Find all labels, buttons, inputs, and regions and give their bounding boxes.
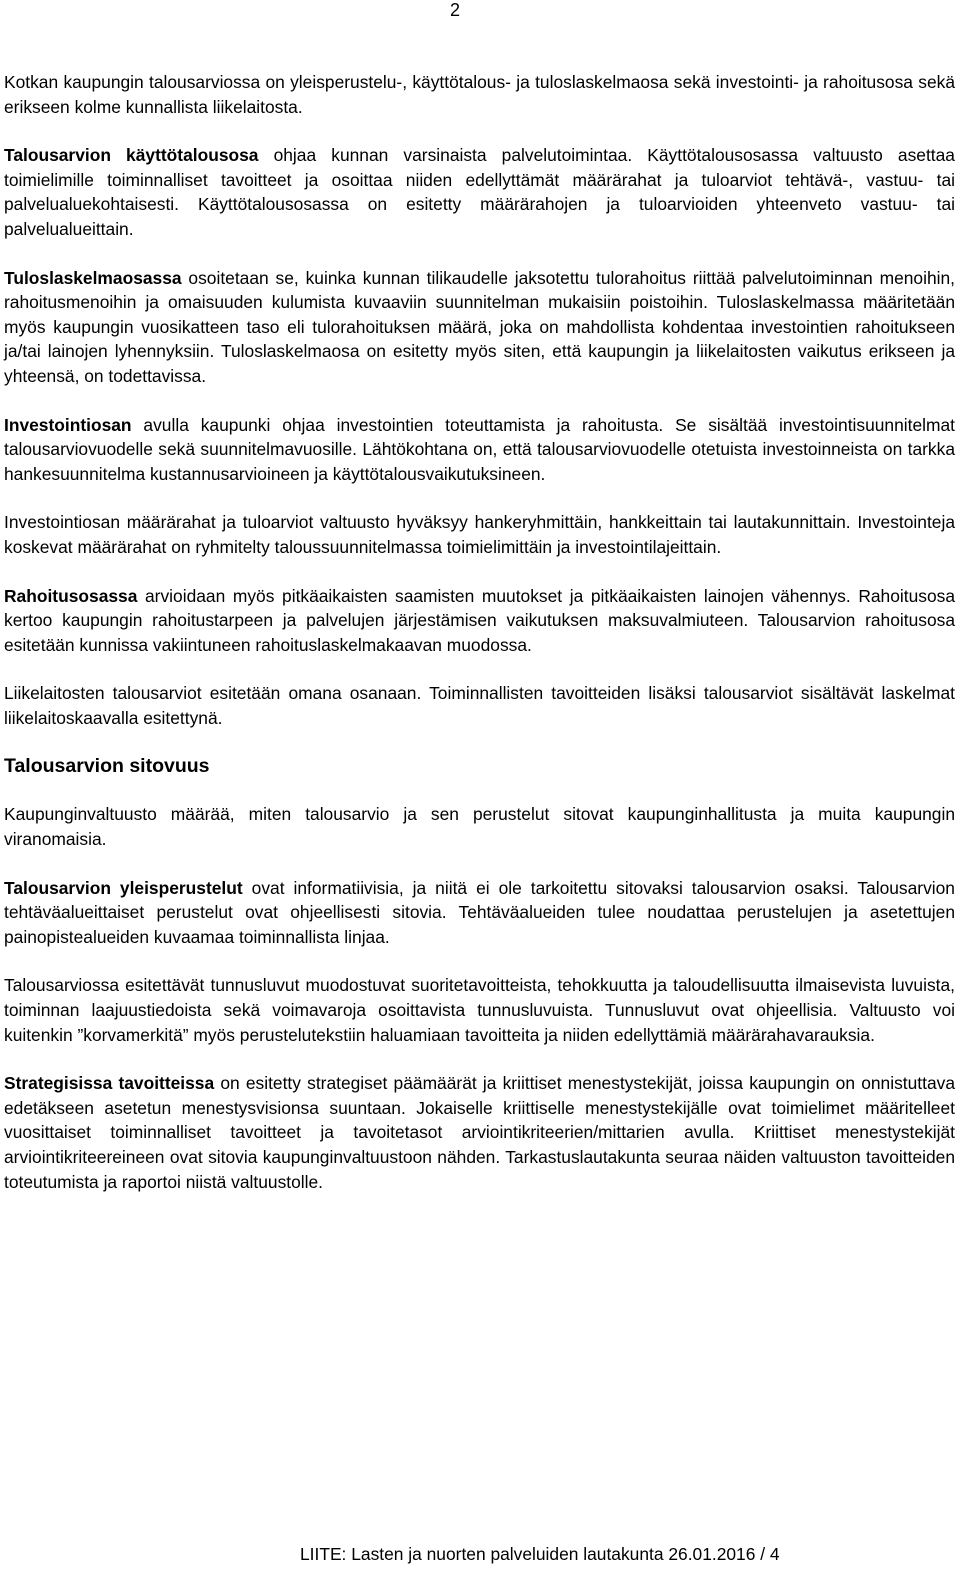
paragraph-lead: Talousarvion yleisperustelut (4, 877, 243, 898)
paragraph-lead: Strategisissa tavoitteissa (4, 1073, 215, 1094)
paragraph-text: arvioidaan myös pitkäaikaisten saamisten muutokset ja pitkäaikaisten lainojen vähennys. Rahoitusosa kertoo kaupungin rahoitustarpeen ja palvelujen järjestämisen vaikutuksen maksuvalmiuteen. Talousarvion rahoitusosa esitetään kunnissa vakiintuneen rahoituslaskelmakaavan muodossa. (4, 585, 955, 655)
paragraph-text: Kotkan kaupungin talousarviossa on yleisperustelu-, käyttötalous- ja tuloslaskelmaosa sekä investointi- ja rahoitusosa sekä erikseen kolme kunnallista liikelaitosta. (4, 72, 955, 117)
paragraph-text: osoitetaan se, kuinka kunnan tilikaudelle jaksotettu tulorahoitus riittää palvelutoiminnan menoihin, rahoitusmenoihin ja omaisuuden kulumista kuvaaviin suunnitelman mukaisiin poistoihin. Tuloslaskelmassa määritetään myös kaupungin vuosikatteen taso eli tulorahoituksen määrä, joka on mahdollista kohdentaa investointien rahoitukseen ja/tai lainojen lyhennyksiin. Tuloslaskelmaosa on esitetty myös siten, että kaupungin ja liikelaitosten vaikutus erikseen ja yhteensä, on todettavissa. (4, 267, 955, 386)
paragraph-text: avulla kaupunki ohjaa investointien toteuttamista ja rahoitusta. Se sisältää investointisuunnitelmat talousarviovuodelle sekä suunnitelmavuosille. Lähtökohtana on, että talousarviovuodelle otetuista investoinneista on tarkka hankesuunnitelma kustannusarvioineen ja käyttötalousvaikutuksineen. (4, 414, 955, 484)
paragraph-text: on esitetty strategiset päämäärät ja kriittiset menestystekijät, joissa kaupungin on onnistuttava edetäkseen asetetun menestysvisionsa suuntaan. Jokaiselle kriittiselle menestystekijälle ovat toimielimet määritelleet vuosittaiset toiminnalliset tavoitteet ja tavoitetasot arviointikriteerien/mittarien avulla. Kriittiset menestystekijät arviointikriteereineen ovat sitovia kaupunginvaltuustoon nähden. Tarkastuslautakunta seuraa näiden valtuuston tavoitteiden toteutumista ja raportoi niistä valtuustolle. (4, 1073, 955, 1192)
page-number: 2 (450, 0, 461, 20)
paragraph-liikelaitokset (4, 681, 955, 730)
paragraph-lead: Tuloslaskelmaosassa (4, 267, 182, 288)
paragraph-text: Liikelaitosten talousarviot esitetään omana osanaan. Toiminnallisten tavoitteiden lisäksi talousarviot sisältävät laskelmat liikelaitoskaavalla esitettynä. (4, 683, 955, 728)
paragraph-lead: Investointiosan (4, 414, 132, 435)
paragraph-text: ohjaa kunnan varsinaista palvelutoimintaa. Käyttötalousosassa valtuusto asettaa toimielimille toiminnalliset tavoitteet ja osoittaa niiden edellyttämät määrärahat ja tuloarviot tehtävä-, vastuu- tai palvelualuekohtaisesti. Käyttötalousosassa on esitetty määrärahojen ja tuloarvioiden yhteenveto vastuu- tai palvelualueittain. (4, 145, 955, 239)
document-body (4, 70, 955, 1218)
paragraph-text: ovat informatiivisia, ja niitä ei ole tarkoitettu sitovaksi talousarvion osaksi. Talousarvion tehtäväalueittaiset perustelut ovat ohjeellisesti sitovia. Tehtäväalueiden tulee noudattaa perustelujen ja asetettujen painopistealueiden kuvaamaa toiminnallista linjaa. (4, 877, 955, 947)
paragraph-kayttotalousosa (4, 143, 955, 241)
paragraph-intro (4, 70, 955, 119)
paragraph-sitovuus (4, 802, 955, 851)
page-footer: LIITE: Lasten ja nuorten palveluiden lautakunta 26.01.2016 / 4 (300, 1544, 780, 1564)
paragraph-lead: Rahoitusosassa (4, 585, 138, 606)
paragraph-strategiset-tavoitteet (4, 1071, 955, 1194)
paragraph-tuloslaskelmaosa (4, 266, 955, 389)
paragraph-text: Talousarviossa esitettävät tunnusluvut muodostuvat suoritetavoitteista, tehokkuutta ja taloudellisuutta ilmaisevista luvuista, toiminnan laajuustiedoista sekä voimavaroja osoittavista tunnusluvuista. Tunnusluvut ovat ohjeellisia. Valtuusto voi kuitenkin ”korvamerkitä” myös perustelutekstiin haluamiaan tavoitteita ja niiden edellyttämiä määrärahavarauksia. (4, 975, 955, 1045)
paragraph-text: Investointiosan määrärahat ja tuloarviot valtuusto hyväksyy hankeryhmittäin, hankkeittain tai lautakunnittain. Investointeja koskevat määrärahat on ryhmitelty taloussuunnitelmassa toimielimittäin ja investointilajeittain. (4, 512, 955, 557)
paragraph-yleisperustelut (4, 876, 955, 950)
paragraph-lead: Talousarvion käyttötalousosa (4, 145, 259, 166)
paragraph-tunnusluvut (4, 973, 955, 1047)
paragraph-text: Kaupunginvaltuusto määrää, miten talousarvio ja sen perustelut sitovat kaupunginhallitusta ja muita kaupungin viranomaisia. (4, 804, 955, 850)
paragraph-investointiosa (4, 413, 955, 487)
section-heading: Talousarvion sitovuus (4, 755, 210, 778)
paragraph-investointiosan-maararahat (4, 510, 955, 559)
paragraph-rahoitusosa (4, 584, 955, 658)
